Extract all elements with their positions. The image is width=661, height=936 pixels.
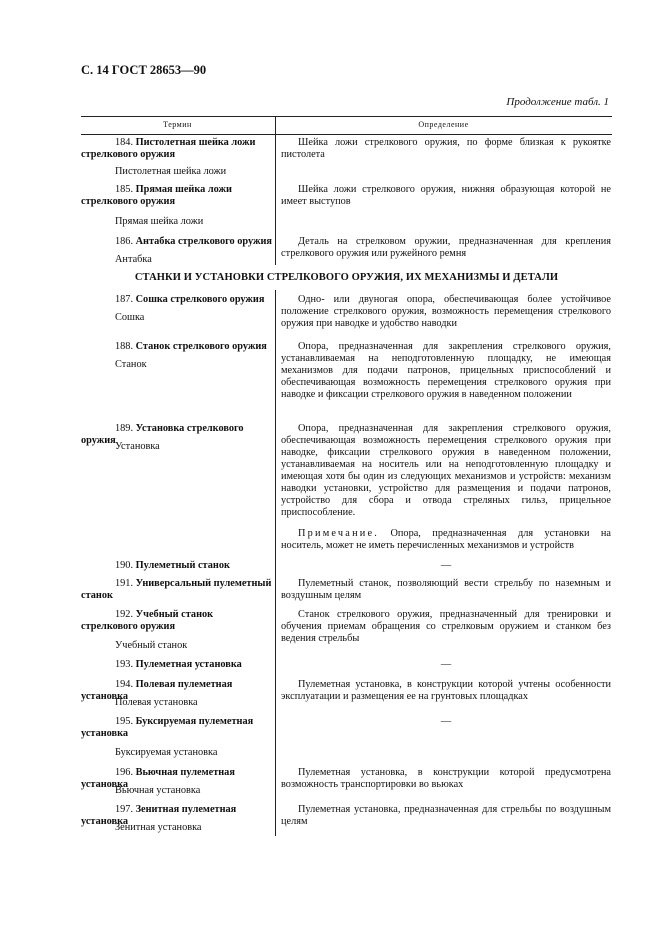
table-caption: Продолжение табл. 1 [506, 96, 609, 108]
term-190: 190. Пулеметный станок [115, 560, 230, 571]
synonym-185: Прямая шейка ложи [115, 216, 204, 227]
term-195: 195. Буксируемая пулеметная установка [81, 716, 254, 739]
term-194: 194. Полевая пулеметная установка [81, 679, 233, 702]
term-196: 196. Вьючная пулеметная установка [81, 767, 235, 790]
definition-190: — [440, 560, 452, 571]
definition-192: Станок стрелкового оружия, предназначенный для тренировки и обучения приемам обращения со стрелковым оружием и станком без ведения стрельбы [281, 609, 611, 644]
definition-195: — [440, 716, 452, 727]
synonym-197: Зенитная установка [115, 822, 202, 833]
definition-187: Одно- или двуногая опора, обеспечивающая более устойчивое положение стрелкового оружия, возможность перемещения стрелкового оружия при наводке и удобство наводки [281, 294, 611, 329]
column-divider [275, 133, 276, 265]
definition-186: Деталь на стрелковом оружии, предназначенная для крепления стрелкового оружия или ружейного ремня [281, 236, 611, 259]
table-header [81, 116, 612, 135]
term-189: 189. Установка стрелкового оружия [81, 423, 244, 446]
synonym-196: Вьючная установка [115, 785, 201, 796]
definition-193: — [440, 659, 452, 670]
definition-191: Пулеметный станок, позволяющий вести стрельбу по наземным и воздушным целям [281, 578, 611, 601]
definition-196: Пулеметная установка, в конструкции которой предусмотрена возможность транспортировки во вьюках [281, 767, 611, 790]
note-189: Примечание. Опора, предназначенная для установки на носитель, может не иметь перечисленных механизмов и устройств [281, 528, 611, 551]
term-186: 186. Антабка стрелкового оружия [115, 236, 272, 247]
definition-189: Опора, предназначенная для закрепления стрелкового оружия, обеспечивающая возможность перемещения стрелкового оружия при наводке, фиксации стрелкового оружия в наведенном положении, устанавливаемая на носитель или на неподготовленную площадку и имеющая хотя бы один из следующих механизмов и устройств: механизм наводки установки, устройство для размещения и подачи патронов, устройство для сбора и отвода стреляных гильз, прицельное приспособление. [281, 423, 611, 518]
synonym-192: Учебный станок [115, 640, 188, 651]
term-185: 185. Прямая шейка ложи стрелкового оружия [81, 184, 232, 207]
synonym-186: Антабка [115, 254, 152, 265]
header-divider [275, 116, 276, 133]
definition-197: Пулеметная установка, предназначенная для стрельбы по воздушным целям [281, 804, 611, 827]
synonym-184: Пистолетная шейка ложи [115, 166, 227, 177]
synonym-189: Установка [115, 441, 160, 452]
term-191: 191. Универсальный пулеметный станок [81, 578, 272, 601]
column-header-definition: Определение [418, 120, 469, 129]
synonym-194: Полевая установка [115, 697, 198, 708]
term-197: 197. Зенитная пулеметная установка [81, 804, 237, 827]
definition-194: Пулеметная установка, в конструкции которой учтены особенности эксплуатации и размещения ее на грунтовых площадках [281, 679, 611, 702]
term-184: 184. Пистолетная шейка ложи стрелкового оружия [81, 137, 256, 160]
term-192: 192. Учебный станок стрелкового оружия [81, 609, 214, 632]
definition-184: Шейка ложи стрелкового оружия, по форме близкая к рукоятке пистолета [281, 137, 611, 160]
column-header-term: Термин [163, 120, 192, 129]
column-divider [275, 290, 276, 836]
synonym-187: Сошка [115, 312, 145, 323]
synonym-188: Станок [115, 359, 147, 370]
note-label: Примечание. [298, 528, 380, 539]
definition-188: Опора, предназначенная для закрепления стрелкового оружия, устанавливаемая на неподготовленную площадку, не имеющая механизмов для подачи патронов, прицельных приспособлений и обеспечивающая возможность перемещения стрелкового оружия при наводке и фиксации стрелкового оружия в наведенном положении [281, 341, 611, 400]
definition-185: Шейка ложи стрелкового оружия, нижняя образующая которой не имеет выступов [281, 184, 611, 207]
term-187: 187. Сошка стрелкового оружия [115, 294, 265, 305]
term-193: 193. Пулеметная установка [115, 659, 242, 670]
section-title: СТАНКИ И УСТАНОВКИ СТРЕЛКОВОГО ОРУЖИЯ, ИХ МЕХАНИЗМЫ И ДЕТАЛИ [134, 272, 559, 283]
page-header: С. 14 ГОСТ 28653—90 [81, 63, 207, 77]
synonym-195: Буксируемая установка [115, 747, 218, 758]
term-188: 188. Станок стрелкового оружия [115, 341, 267, 352]
